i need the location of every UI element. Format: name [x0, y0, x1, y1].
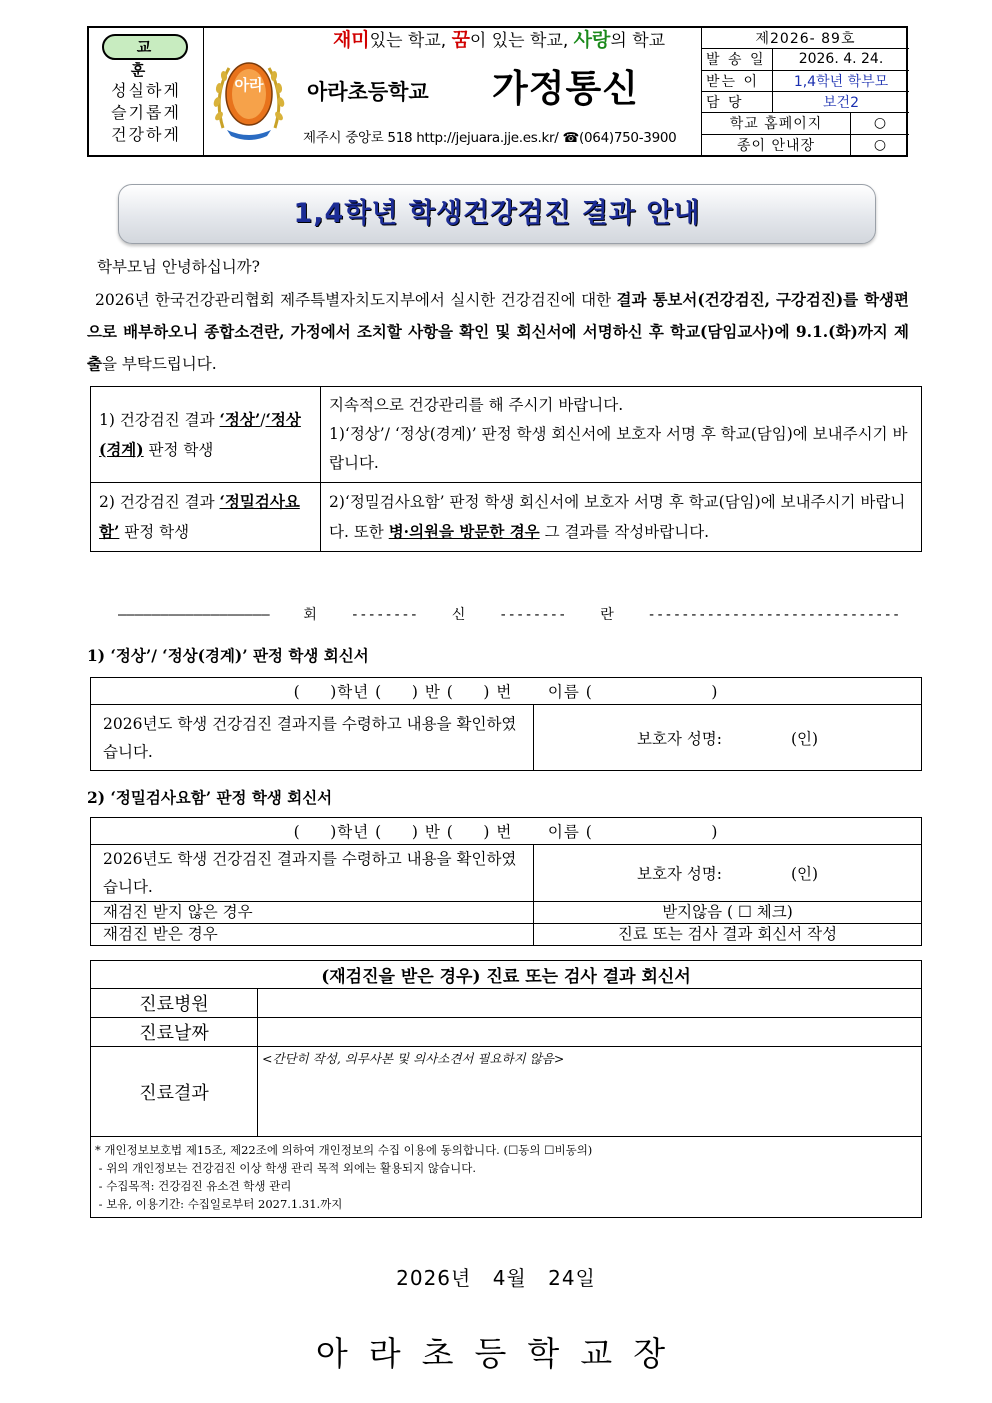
school-name: 아라초등학교 — [307, 80, 429, 104]
reply-divider: —————————————————— 회 -------- 신 -------- 란 ------------------------------ — [118, 607, 901, 623]
hospital-label: 진료병원 — [91, 989, 258, 1018]
slogan-word-dream: 꿈 — [451, 29, 470, 51]
newsletter-name: 가정통신 — [492, 67, 639, 110]
privacy-line-2: - 위의 개인정보는 건강검진 이상 학생 관리 목적 외에는 활용되지 않습니다. — [95, 1161, 477, 1175]
result-field[interactable]: <간단히 작성, 의무사본 및 의사소견서 필요하지 않음> — [258, 1047, 922, 1137]
reply1-form — [90, 677, 922, 771]
homepage-mark: ○ — [851, 113, 910, 134]
hospital-field[interactable] — [258, 989, 922, 1018]
doc-number: 제2026- 89호 — [702, 28, 909, 49]
visit-date-field[interactable] — [258, 1018, 922, 1047]
guide-row2-recheck: ‘정밀검사요함’ — [99, 492, 300, 541]
privacy-line-4: - 보유, 이용기간: 수집일로부터 2027.1.31.까지 — [95, 1197, 343, 1211]
reply2-recheck: 재검진 받은 경우 — [91, 924, 534, 946]
guide-row1-title — [91, 387, 321, 483]
motto-line-1: 성실하게 — [111, 81, 181, 100]
newsletter-header — [87, 26, 908, 157]
guide-row2-prefix: 2) 건강검진 결과 — [99, 493, 220, 511]
homepage-label: 학교 홈페이지 — [702, 113, 851, 134]
paper-notice-mark: ○ — [851, 134, 910, 155]
slogan-text-2: 이 있는 학교, — [469, 31, 574, 51]
school-emblem-icon — [209, 56, 289, 142]
reply2-form — [90, 817, 922, 946]
send-date-value: 2026. 4. 24. — [773, 49, 910, 70]
reply1-student-line[interactable]: ( )학년 ( ) 반 ( ) 번 이름 ( ) — [91, 678, 922, 705]
privacy-line-3: - 수집목적: 건강검진 유소견 학생 관리 — [95, 1179, 292, 1193]
reply1-heading: 1) ‘정상’/ ‘정상(경계)’ 판정 학생 회신서 — [87, 646, 369, 665]
page-title: 1,4학년 학생건강검진 결과 안내 — [118, 184, 876, 244]
reply1-confirm: 2026년도 학생 건강검진 결과지를 수령하고 내용을 확인하였습니다. — [91, 705, 534, 771]
intro-paragraph — [87, 284, 909, 380]
guide-row1-suffix: 판정 학생 — [143, 440, 214, 459]
send-date-label: 발 송 일 — [702, 49, 773, 70]
principal-signature: 아라초등학교장 — [315, 1334, 687, 1373]
school-motto — [89, 28, 204, 155]
guide-row2-text-underline: 병·의원을 방문한 경우 — [388, 521, 540, 541]
guide-row2-text-a: 2)‘정밀검사요함’ 판정 학생 회신서에 보호자 서명 후 학교(담임)에 보내주시기 바랍니다. 또한 — [329, 492, 906, 541]
school-address: 제주시 중앙로 518 http://jejuara.jje.es.kr/ ☎(064)750-3900 — [303, 130, 677, 146]
guide-row1-normal: ‘정상’ — [219, 409, 261, 429]
guide-row1-line1: 지속적으로 건강관리를 해 주시기 바랍니다. — [329, 396, 624, 414]
charge-value: 보건2 — [773, 91, 910, 112]
guide-row1-desc — [321, 387, 922, 483]
recipient-label: 받는 이 — [702, 70, 773, 91]
charge-label: 담 당 — [702, 91, 773, 112]
slogan-word-love: 사랑 — [573, 29, 611, 51]
slogan-text-3: 의 학교 — [610, 31, 666, 51]
reply2-student-line[interactable]: ( )학년 ( ) 반 ( ) 번 이름 ( ) — [91, 818, 922, 845]
intro-text-a: 2026년 한국건강관리협회 제주특별자치도지부에서 실시한 건강검진에 대한 — [95, 291, 617, 309]
issue-date: 2026년 4월 24일 — [396, 1266, 596, 1290]
reply2-recheck-action: 진료 또는 검사 결과 회신서 작성 — [534, 924, 922, 946]
reply2-no-recheck-checkbox[interactable]: 받지않음 ( ☐ 체크) — [534, 902, 922, 924]
intro-text-c: 을 부탁드립니다. — [101, 355, 217, 373]
reply2-heading: 2) ‘정밀검사요함’ 판정 학생 회신서 — [87, 788, 333, 807]
intro-text-bold: 결과 통보서(건강검진, 구강검진)를 학생편으로 배부하오니 종합소견란, 가정에서 조치할 사항을 확인 및 회신서에 서명하신 후 학교(담임교사)에 9.1.(화)까지 제출 — [87, 290, 910, 373]
privacy-consent — [91, 1137, 922, 1218]
paper-notice-label: 종이 안내장 — [736, 137, 816, 154]
slogan-text-1: 있는 학교, — [369, 31, 452, 51]
motto-line-2: 슬기롭게 — [111, 103, 181, 122]
slogan-word-fun: 재미 — [332, 29, 370, 51]
school-slogan — [304, 28, 694, 53]
guide-row2-suffix: 판정 학생 — [119, 523, 190, 541]
result-label: 진료결과 — [91, 1047, 258, 1137]
reply2-guardian-sign[interactable]: 보호자 성명: (인) — [534, 845, 922, 902]
guide-row2-desc — [321, 483, 922, 552]
result-heading: (재검진을 받은 경우) 진료 또는 검사 결과 회신서 — [91, 961, 922, 989]
greeting: 학부모님 안녕하십니까? — [97, 258, 260, 276]
reply2-confirm: 2026년도 학생 건강검진 결과지를 수령하고 내용을 확인하였습니다. — [91, 845, 534, 902]
guide-row1-borderline: ‘정상(경계) — [99, 409, 301, 459]
guide-row2-text-b: 그 결과를 작성바랍니다. — [539, 522, 710, 541]
motto-line-3: 건강하게 — [111, 125, 181, 144]
visit-date-label: 진료날짜 — [91, 1018, 258, 1047]
reply2-no-recheck: 재검진 받지 않은 경우 — [91, 902, 534, 924]
emblem-text: 아라 — [234, 76, 264, 94]
recipient-value: 1,4학년 학부모 — [773, 70, 910, 91]
guide-row1-prefix: 1) 건강검진 결과 — [99, 410, 220, 429]
privacy-line-1[interactable]: * 개인정보보호법 제15조, 제22조에 의하여 개인정보의 수집 이용에 동의합니다. (☐동의 ☐비동의) — [95, 1143, 593, 1157]
document-info — [701, 28, 909, 155]
guide-row1-line2: 1)‘정상’/ ‘정상(경계)’ 판정 학생 회신서에 보호자 서명 후 학교(담임)에 보내주시기 바랍니다. — [329, 425, 908, 472]
result-form — [90, 960, 922, 1218]
guide-row2-title — [91, 483, 321, 552]
guide-row1-slash: / — [260, 410, 266, 429]
motto-badge: 교 훈 — [102, 34, 188, 60]
reply1-guardian-sign[interactable]: 보호자 성명: (인) — [534, 705, 922, 771]
guide-table — [90, 386, 922, 552]
